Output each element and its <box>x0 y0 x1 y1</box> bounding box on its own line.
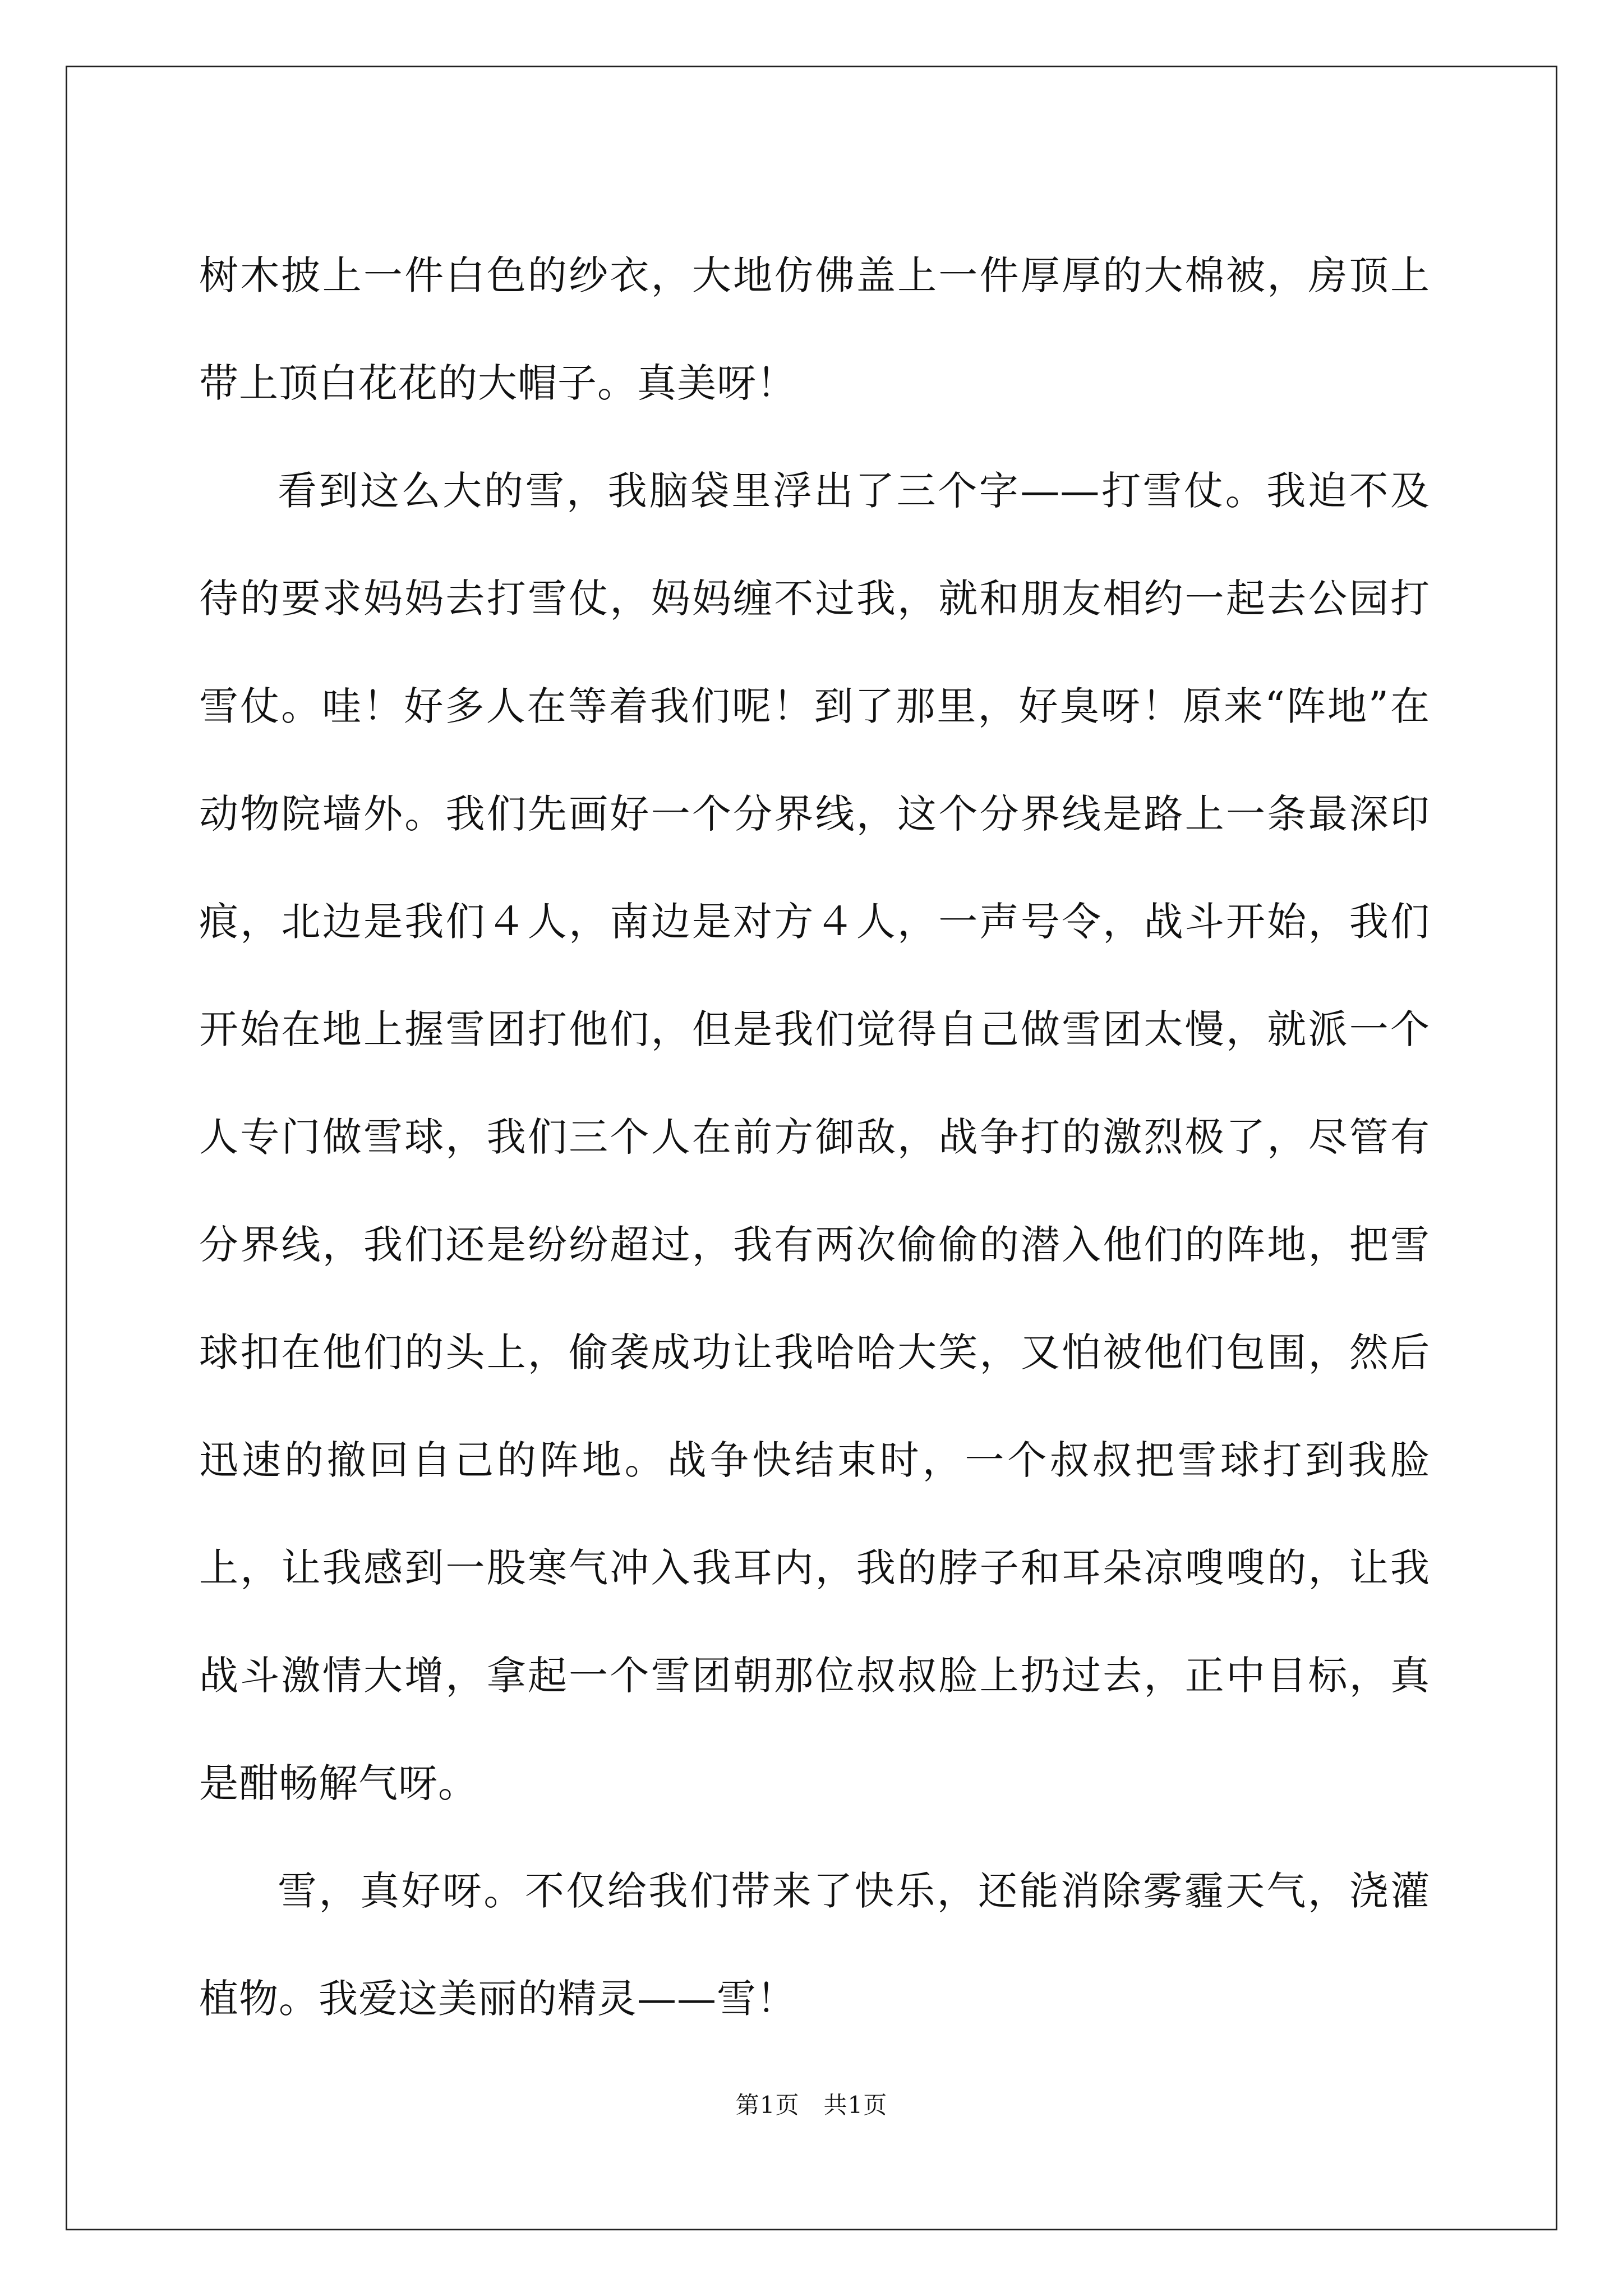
paragraph-2: 看到这么大的雪，我脑袋里浮出了三个字——打雪仗。我迫不及待的要求妈妈去打雪仗，妈妈缠不过我，就和朋友相约一起去公园打雪仗。哇！好多人在等着我们呢！到了那里，好臭呀！原来“阵地”在动物院墙外。我们先画好一个分界线，这个分界线是路上一条最深印痕，北边是我们４人，南边是对方４人，一声号令，战斗开始，我们开始在地上握雪团打他们，但是我们觉得自己做雪团太慢，就派一个人专门做雪球，我们三个人在前方御敌，战争打的激烈极了，尽管有分界线，我们还是纷纷超过，我有两次偷偷的潜入他们的阵地，把雪球扣在他们的头上，偷袭成功让我哈哈大笑，又怕被他们包围，然后迅速的撤回自己的阵地。战争快结束时，一个叔叔把雪球打到我脸上，让我感到一股寒气冲入我耳内，我的脖子和耳朵凉嗖嗖的，让我战斗激情大增，拿起一个雪团朝那位叔叔脸上扔过去，正中目标，真是酣畅解气呀。 <box>199 468 1430 1806</box>
page-footer: 第1页 共1页 <box>735 2091 888 2119</box>
paragraph-3: 雪，真好呀。不仅给我们带来了快乐，还能消除雾霾天气，浇灌植物。我爱这美丽的精灵——雪！ <box>199 1868 1430 2022</box>
paragraph-1: 树木披上一件白色的纱衣，大地仿佛盖上一件厚厚的大棉被，房顶上带上顶白花花的大帽子。真美呀！ <box>199 252 1430 406</box>
document-body <box>199 222 1430 2053</box>
